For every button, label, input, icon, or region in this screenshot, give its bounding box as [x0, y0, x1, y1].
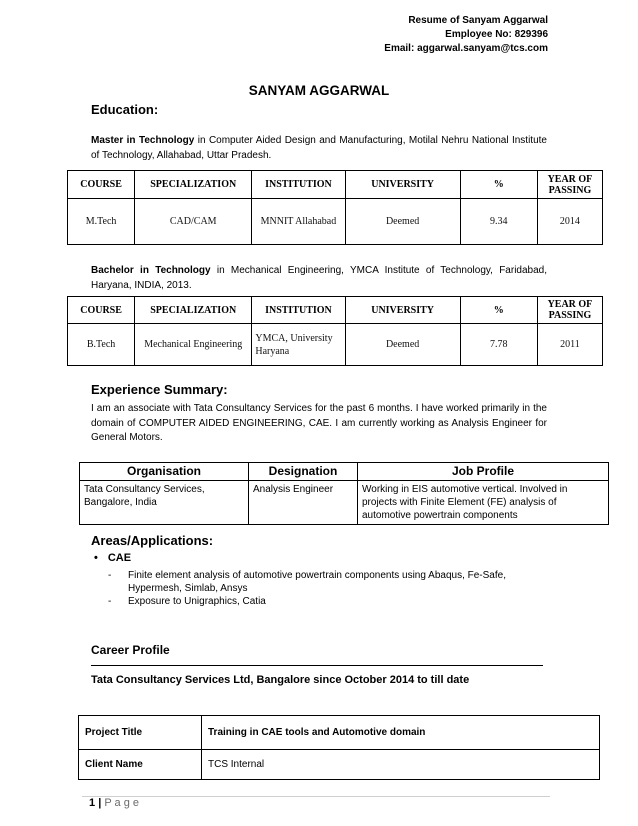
col-percent: % — [460, 171, 537, 199]
list-item — [108, 569, 538, 595]
cell-specialization: Mechanical Engineering — [135, 324, 252, 366]
cell-year: 2011 — [537, 324, 602, 366]
bachelors-description — [91, 264, 547, 293]
areas-heading: Areas/Applications: — [91, 533, 214, 548]
cell-percent: 9.34 — [460, 199, 537, 245]
education-heading: Education: — [91, 102, 159, 117]
col-specialization: SPECIALIZATION — [135, 297, 252, 324]
cell-specialization: CAD/CAM — [135, 199, 252, 245]
col-course: COURSE — [68, 171, 135, 199]
list-item-text: Exposure to Unigraphics, Catia — [128, 596, 266, 607]
footer-divider — [82, 796, 550, 797]
project-title-label: Project Title — [79, 716, 202, 750]
client-name-value: TCS Internal — [202, 750, 600, 780]
table-row — [68, 324, 603, 366]
table-row — [79, 750, 600, 780]
experience-heading: Experience Summary: — [91, 382, 228, 397]
col-specialization: SPECIALIZATION — [135, 171, 252, 199]
masters-detail: in Computer Aided Design and Manufacturing, Motilal Nehru National Institute of Technology, Allahabad, Uttar Pradesh. — [91, 135, 547, 161]
bullet-label: CAE — [107, 552, 132, 564]
cell-designation: Analysis Engineer — [249, 481, 358, 525]
header-employee-no: Employee No: 829396 — [445, 29, 548, 40]
table-header-row — [68, 297, 603, 324]
table-header-row — [68, 171, 603, 199]
cell-course: M.Tech — [68, 199, 135, 245]
dash-icon: - — [108, 596, 112, 607]
col-year: YEAR OF PASSING — [537, 297, 602, 324]
table-row — [80, 481, 609, 525]
cell-university: Deemed — [345, 324, 460, 366]
masters-table — [67, 170, 603, 245]
cell-course: B.Tech — [68, 324, 135, 366]
bachelors-table — [67, 296, 603, 366]
client-name-label: Client Name — [79, 750, 202, 780]
experience-table — [79, 462, 609, 525]
bullet-cae — [94, 552, 131, 564]
cell-institution: YMCA, University Haryana — [252, 324, 345, 366]
career-company: Tata Consultancy Services Ltd, Bangalore since October 2014 to till date — [91, 674, 470, 686]
list-item-text: Finite element analysis of automotive powertrain components using Abaqus, Fe-Safe, Hypermesh, Simlab, Ansys — [128, 570, 506, 594]
project-title-value: Training in CAE tools and Automotive domain — [202, 716, 600, 750]
candidate-name: SANYAM AGGARWAL — [248, 83, 390, 98]
experience-summary: I am an associate with Tata Consultancy Services for the past 6 months. I have worked primarily in the domain of COMPUTER AIDED ENGINEERING, CAE. I am currently working as Analysis Engineer for General Motors. — [91, 403, 547, 443]
col-percent: % — [460, 297, 537, 324]
cell-university: Deemed — [345, 199, 460, 245]
page-footer — [89, 797, 139, 809]
col-institution: INSTITUTION — [252, 171, 345, 199]
resume-header — [384, 14, 548, 56]
list-item — [108, 595, 538, 608]
col-institution: INSTITUTION — [252, 297, 345, 324]
table-header-row — [80, 463, 609, 481]
col-university: UNIVERSITY — [345, 297, 460, 324]
bachelors-degree: Bachelor in Technology — [91, 265, 211, 276]
cell-institution: MNNIT Allahabad — [252, 199, 345, 245]
table-row — [68, 199, 603, 245]
career-divider — [91, 665, 543, 666]
col-university: UNIVERSITY — [345, 171, 460, 199]
bullet-icon: • — [94, 552, 98, 564]
bachelors-detail: in Mechanical Engineering, YMCA Institute of Technology, Faridabad, Haryana, INDIA, 2013. — [91, 265, 548, 291]
cell-organisation: Tata Consultancy Services, Bangalore, India — [80, 481, 249, 525]
page-label: P a g e — [104, 797, 139, 809]
cell-job-profile: Working in EIS automotive vertical. Involved in projects with Finite Element (FE) analysis of automotive powertrain components — [358, 481, 609, 525]
cell-year: 2014 — [537, 199, 602, 245]
career-heading: Career Profile — [91, 643, 170, 657]
col-designation: Designation — [249, 463, 358, 481]
col-year: YEAR OF PASSING — [537, 171, 602, 199]
table-row — [79, 716, 600, 750]
page-separator: | — [98, 797, 102, 809]
dash-icon: - — [108, 570, 112, 581]
project-table — [78, 715, 600, 780]
header-resume-of: Resume of Sanyam Aggarwal — [408, 15, 548, 26]
col-job-profile: Job Profile — [358, 463, 609, 481]
header-email: Email: aggarwal.sanyam@tcs.com — [384, 43, 548, 54]
masters-degree: Master in Technology — [91, 135, 195, 146]
page-number: 1 — [89, 797, 96, 809]
col-organisation: Organisation — [80, 463, 249, 481]
cell-percent: 7.78 — [460, 324, 537, 366]
col-course: COURSE — [68, 297, 135, 324]
areas-list — [108, 569, 538, 608]
masters-description — [91, 134, 547, 163]
